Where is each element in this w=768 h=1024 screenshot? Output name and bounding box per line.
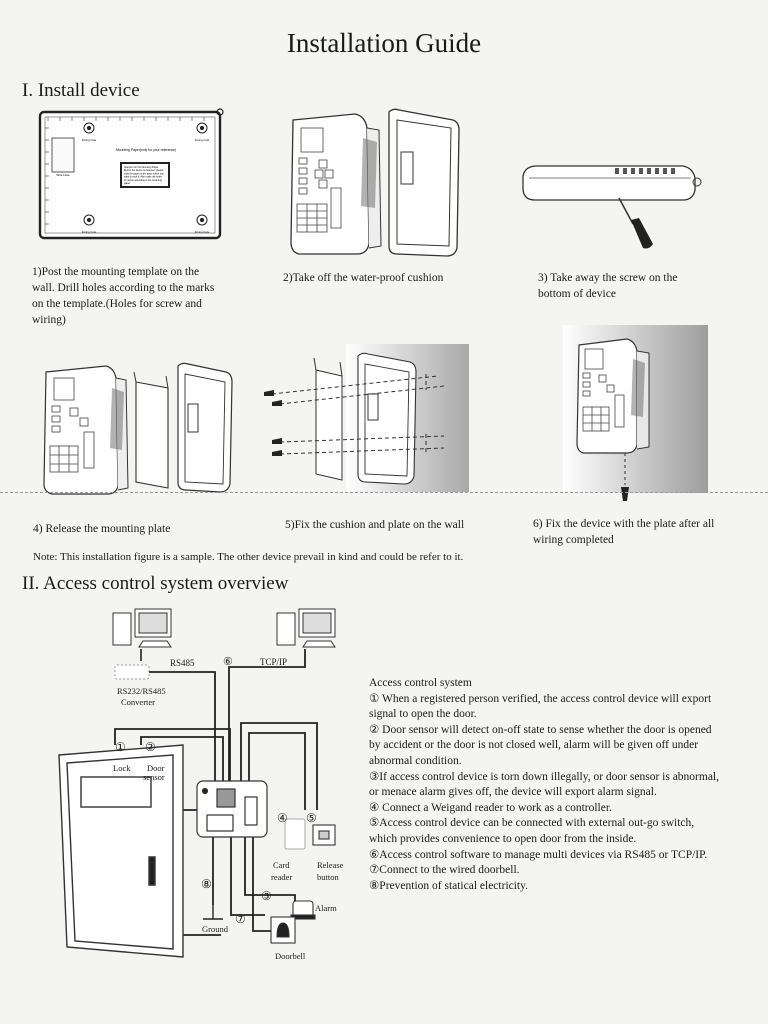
release-button-label-2: button xyxy=(317,872,339,882)
access-control-description xyxy=(369,676,719,894)
release-button-label-1: Release xyxy=(317,860,344,870)
step-1-caption: 1)Post the mounting template on the wall. Drill holes according to the marks on the template.(Holes for screw and wiring) xyxy=(32,266,215,326)
alarm-icon xyxy=(291,901,315,919)
computer-icon xyxy=(277,609,335,647)
num-3-label: ③ xyxy=(261,889,272,903)
list-item: ② Door sensor will detect on-off state to sense whether the door is opened by accident or the door is not closed well, alarm will be given off under abnormal condition. xyxy=(369,723,712,767)
fix-cushion-plate-figure xyxy=(258,330,473,495)
converter-label-2: Converter xyxy=(121,697,155,707)
fixing-hole-label: Fixing hole xyxy=(81,230,97,234)
template-note-box: Attention for the Mounting Paper Before the device is fastened, please stick the paper in the place which you want to stick it, then make the holes for screw according to the mounting paper. xyxy=(124,166,164,185)
num-7-label: ⑦ xyxy=(235,912,246,926)
list-item: ④ Connect a Weigand reader to work as a controller. xyxy=(369,801,612,814)
alarm-label: Alarm xyxy=(315,903,337,913)
device-bottom-screw-figure xyxy=(515,158,715,253)
fixing-hole-label: Fixing hole xyxy=(194,230,210,234)
num-4-label: ④ xyxy=(277,811,288,825)
release-mounting-plate-figure xyxy=(40,360,240,495)
converter-icon xyxy=(115,665,149,679)
list-item: ③If access control device is torn down illegally, or door sensor is abnormal, or menace alarm gives off, the device will export alarm signal. xyxy=(369,770,719,799)
converter-label-1: RS232/RS485 xyxy=(117,686,166,696)
list-item: ⑦Connect to the wired doorbell. xyxy=(369,864,520,877)
section-install-heading: I. Install device xyxy=(22,80,140,101)
num-2-label: ② xyxy=(145,740,156,754)
card-reader-icon xyxy=(285,819,305,849)
fold-line xyxy=(0,492,768,493)
step-3-caption: 3) Take away the screw on the bottom of device xyxy=(538,272,678,300)
wire-hole-label: Wire Hole xyxy=(56,173,70,177)
mounting-paper-label: Mounting Paper(only for your reference) xyxy=(115,148,177,152)
num-5-label: ⑤ xyxy=(306,811,317,825)
rs485-label: RS485 xyxy=(170,658,195,668)
device-cushion-figure xyxy=(285,108,465,258)
num-1-label: ① xyxy=(115,740,126,754)
list-item: ⑤Access control device can be connected with external out-go switch, which provides convenience to open door from the inside. xyxy=(369,817,695,845)
computer-icon xyxy=(113,609,171,647)
doorbell-icon xyxy=(271,917,295,943)
list-item: ⑥Access control software to manage multi devices via RS485 or TCP/IP. xyxy=(369,848,708,861)
step-4-caption: 4) Release the mounting plate xyxy=(33,523,171,535)
release-button-icon xyxy=(313,825,335,845)
step-5-caption: 5)Fix the cushion and plate on the wall xyxy=(285,519,465,531)
access-control-diagram xyxy=(55,605,365,970)
list-item: ① When a registered person verified, the access control device will export signal to open the door. xyxy=(369,692,712,721)
device-fixed-on-wall-figure xyxy=(555,325,710,510)
lock-label: Lock xyxy=(113,763,131,773)
list-item: ⑧Prevention of statical electricity. xyxy=(369,879,529,892)
doorbell-label: Doorbell xyxy=(275,951,306,961)
card-reader-label-2: reader xyxy=(271,872,293,882)
ground-label: Ground xyxy=(202,924,228,934)
num-6-label: ⑥ xyxy=(223,656,233,668)
fixing-hole-label: Fixing hole xyxy=(81,138,97,142)
step-6-caption: 6) Fix the device with the plate after all wiring completed xyxy=(533,518,715,546)
access-controller-icon xyxy=(197,781,267,837)
list-title: Access control system xyxy=(369,677,472,689)
num-8-label: ⑧ xyxy=(201,877,212,891)
installation-note: Note: This installation figure is a sample. The other device prevail in kind and could be refer to it. xyxy=(33,551,464,563)
card-reader-label-1: Card xyxy=(273,860,290,870)
mounting-template-figure xyxy=(38,108,228,243)
page-title: Installation Guide xyxy=(286,28,482,58)
door-sensor-label-1: Door xyxy=(147,763,165,773)
fixing-hole-label: Fixing hole xyxy=(194,138,210,142)
section-overview-heading: II. Access control system overview xyxy=(22,573,289,594)
door-sensor-label-2: sensor xyxy=(143,772,165,782)
tcpip-label: TCP/IP xyxy=(260,657,288,667)
step-2-caption: 2)Take off the water-proof cushion xyxy=(283,272,444,284)
